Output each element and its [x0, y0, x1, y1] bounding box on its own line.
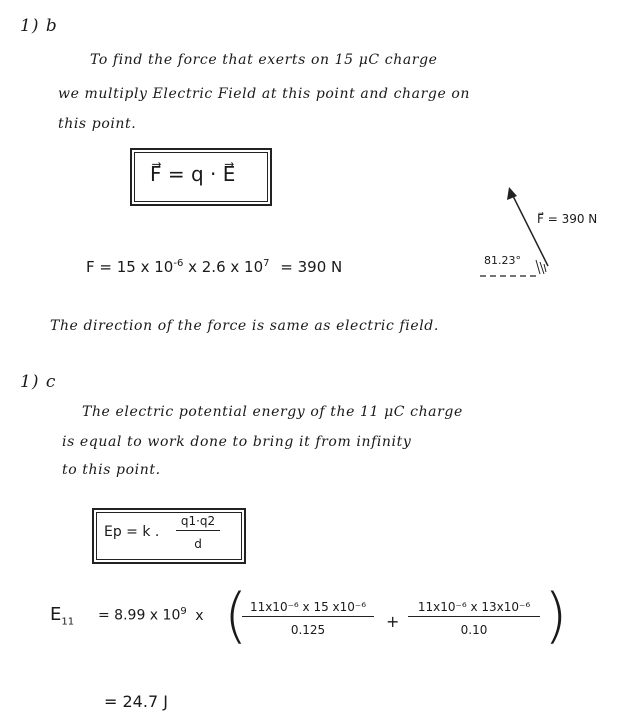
plus-sign: + — [386, 612, 400, 631]
diagram-force-label: F⃗ = 390 N — [537, 212, 598, 226]
calc-expr-a: 15 x 10 — [116, 258, 174, 276]
energy-symbol — [50, 604, 74, 628]
calc-exp-a: -6 — [173, 258, 184, 269]
force-formula: F⃗ = q · E⃗ — [150, 162, 236, 186]
force-vector-arrowhead — [507, 187, 517, 200]
left-parenthesis: ( — [224, 581, 248, 651]
part-c-label: 1) c — [20, 372, 57, 392]
direction-statement: The direction of the force is same as electric field. — [50, 318, 439, 334]
diagram-angle-label: 81.23° — [484, 254, 521, 267]
part-b-calculation — [86, 258, 342, 276]
times-sign: x — [195, 607, 204, 624]
calc-result: = 390 N — [280, 258, 343, 276]
calc-exp-b: 7 — [263, 258, 270, 269]
fraction-2-numerator: 11x10⁻⁶ x 13x10⁻⁶ — [408, 600, 540, 617]
calc-expr-b: x 2.6 x 10 — [188, 258, 264, 276]
coulomb-constant: = 8.99 x 10 — [98, 607, 181, 624]
energy-symbol-letter: E — [50, 604, 62, 625]
part-c-text-line3: to this point. — [62, 462, 161, 478]
part-b-text-line1: To find the force that exerts on 15 μC charge — [90, 52, 438, 68]
pe-formula-denominator: d — [194, 537, 202, 551]
angle-hatch-mark — [536, 260, 546, 274]
pe-formula-lhs: Ep = k . — [104, 524, 160, 540]
part-c-text-line1: The electric potential energy of the 11 μC charge — [82, 404, 463, 420]
force-direction-diagram — [440, 176, 620, 286]
part-c-text-line2: is equal to work done to bring it from infinity — [62, 434, 412, 450]
part-b-label: 1) b — [20, 16, 58, 36]
part-b-text-line2: we multiply Electric Field at this point and charge on — [58, 86, 471, 102]
calc-lhs: F = — [86, 258, 112, 276]
coulomb-constant-term — [98, 606, 203, 624]
fraction-1-numerator: 11x10⁻⁶ x 15 x10⁻⁶ — [242, 600, 374, 617]
energy-fraction-2 — [408, 600, 540, 637]
energy-symbol-subscript: 11 — [61, 616, 75, 628]
right-parenthesis: ) — [544, 581, 568, 651]
fraction-1-denominator: 0.125 — [290, 623, 326, 637]
energy-fraction-1 — [242, 600, 374, 637]
pe-formula-numerator: q1·q2 — [176, 514, 220, 531]
final-energy-result: = 24.7 J — [104, 692, 168, 711]
fraction-2-denominator: 0.10 — [460, 623, 488, 637]
coulomb-constant-exp: 9 — [180, 606, 187, 617]
part-b-text-line3: this point. — [58, 116, 137, 132]
pe-formula-fraction — [176, 514, 220, 551]
